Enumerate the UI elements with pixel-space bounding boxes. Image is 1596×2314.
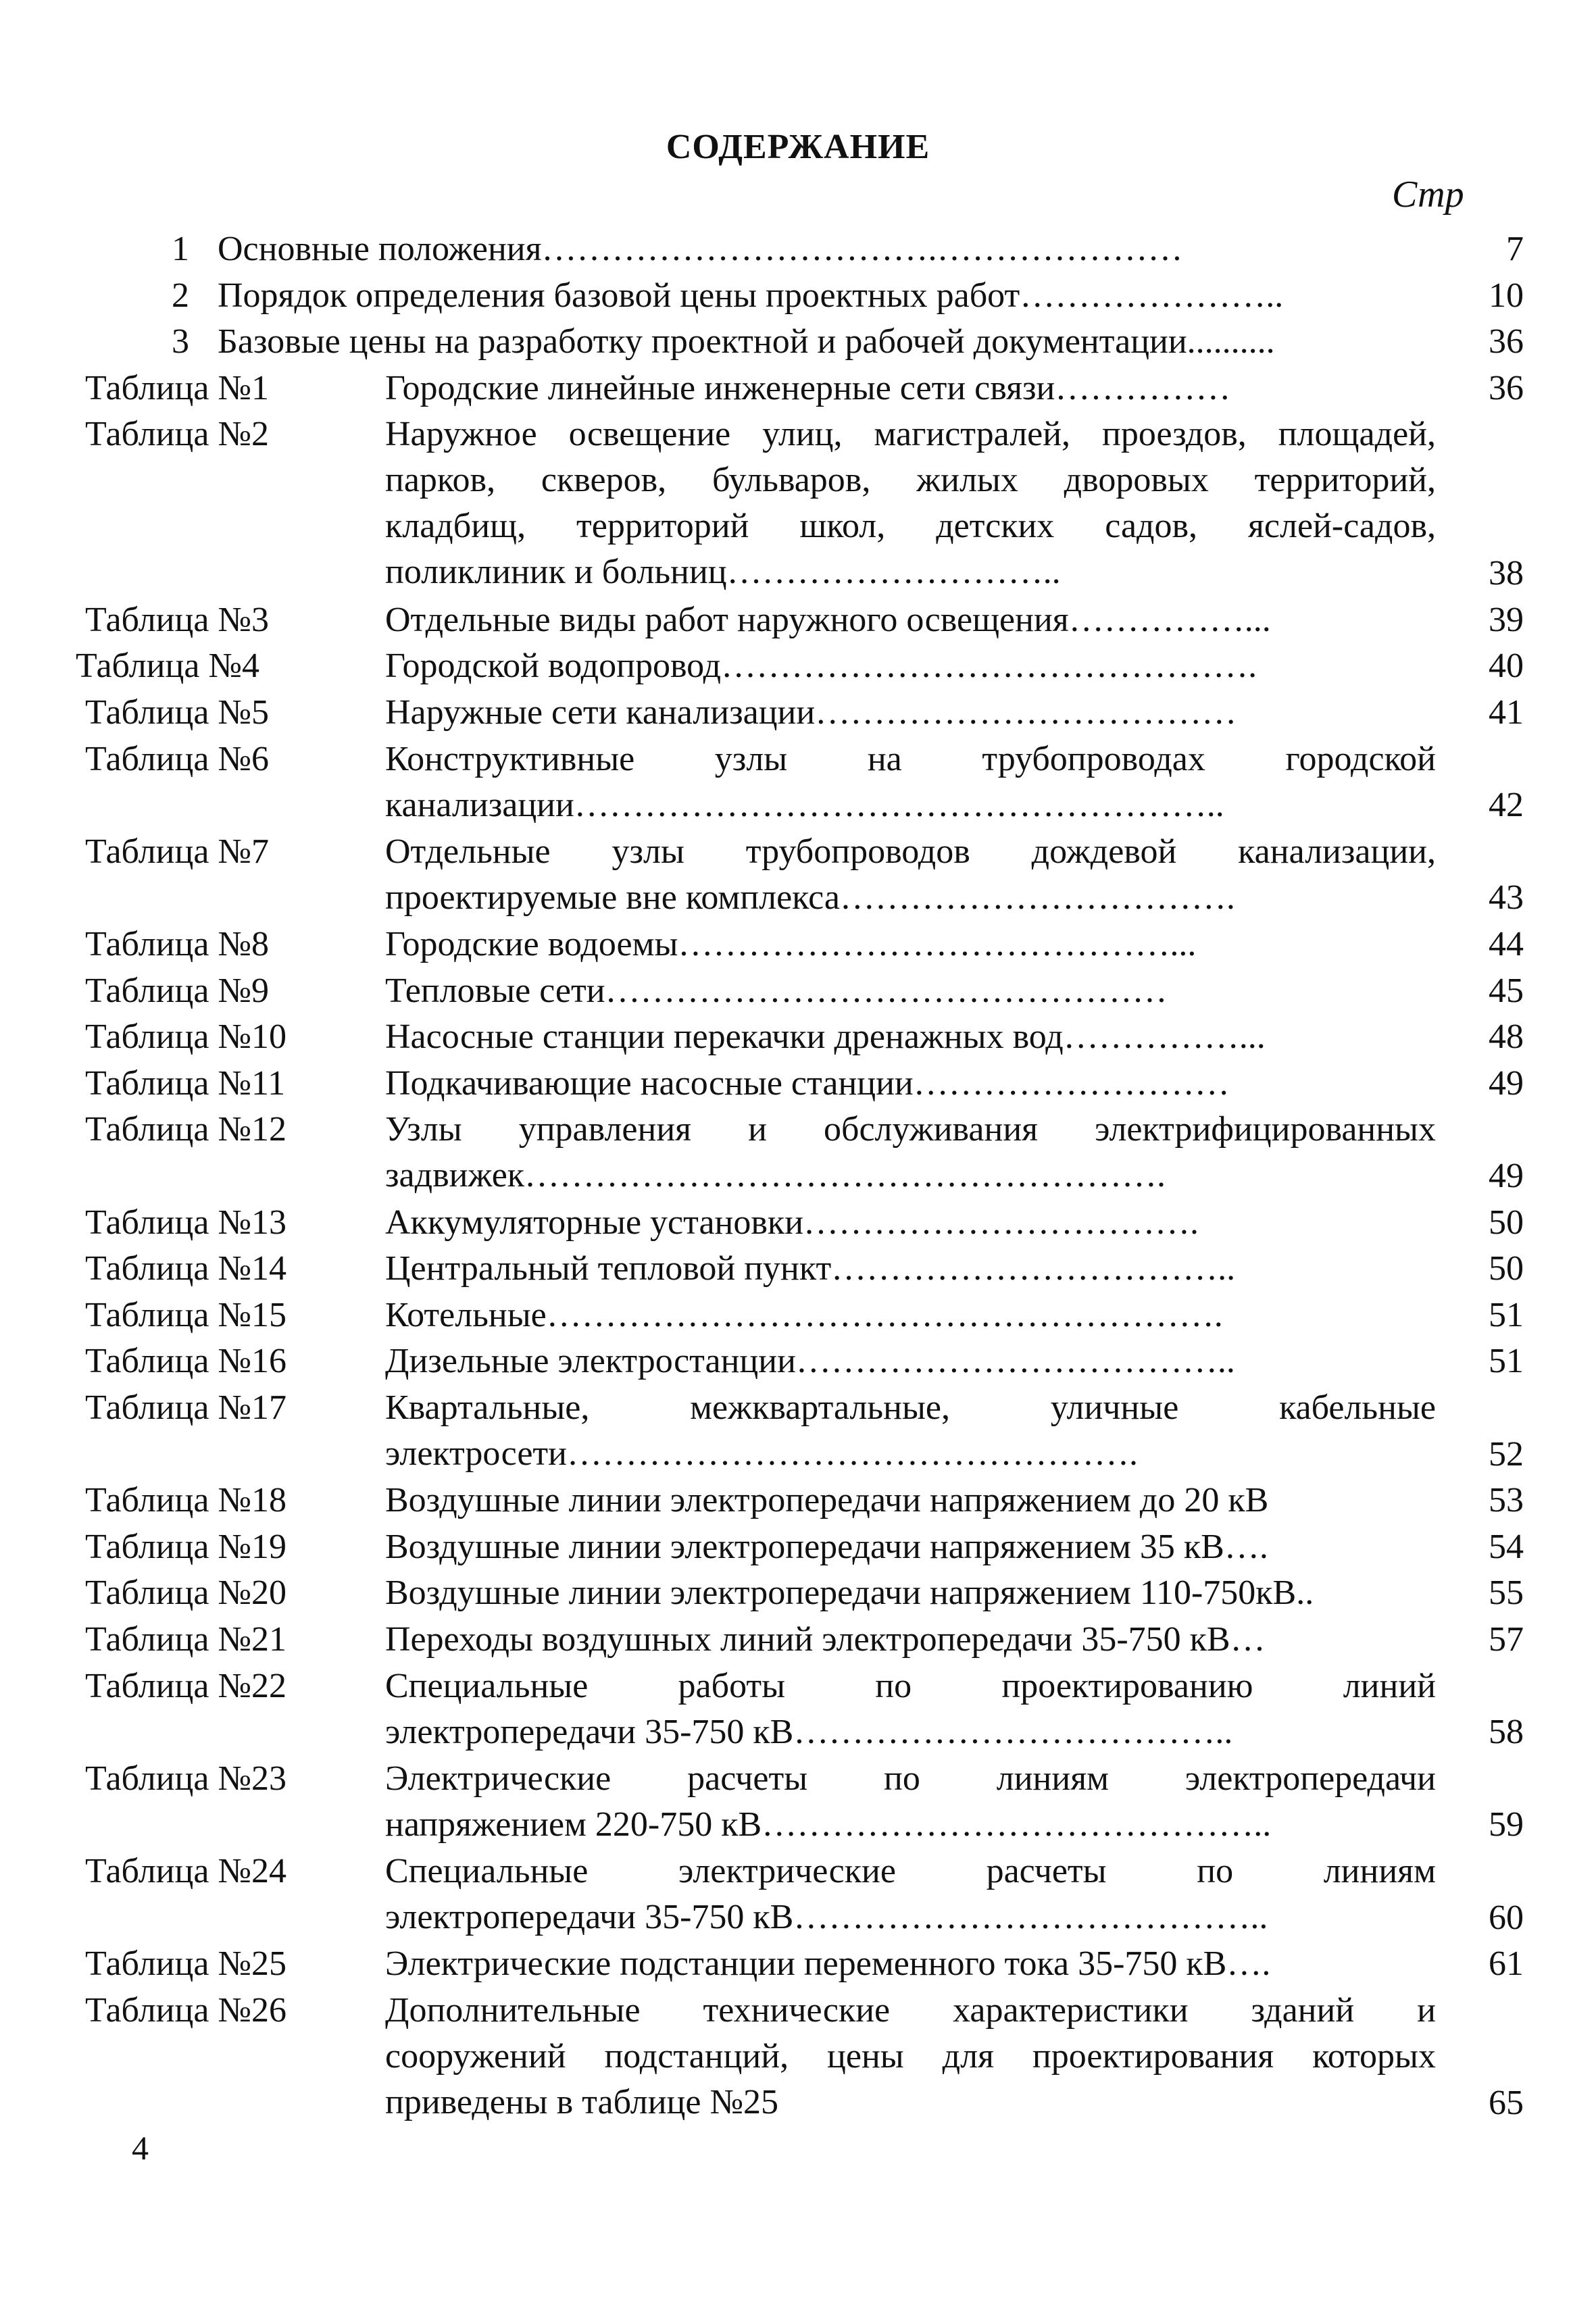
section-title: Порядок определения базовой цены проектных работ………………….. — [218, 276, 1284, 315]
table-label: Таблица №15 — [85, 1295, 287, 1334]
table-label: Таблица №22 — [85, 1666, 287, 1705]
page-ref: 48 — [1489, 1017, 1524, 1057]
page-ref: 59 — [1489, 1805, 1524, 1844]
section-title: Основные положения…………………………….………………… — [218, 230, 1183, 268]
table-label: Таблица №19 — [85, 1527, 287, 1566]
table-title-line: проектируемые вне комплекса……………………………. — [385, 878, 1235, 917]
page-ref: 41 — [1489, 693, 1524, 732]
page-ref: 61 — [1489, 1944, 1524, 1984]
page-ref: 36 — [1489, 322, 1524, 361]
section-number: 3 — [172, 322, 189, 361]
page-ref: 57 — [1489, 1620, 1524, 1659]
table-title-line: Городские линейные инженерные сети связи…………… — [385, 368, 1231, 407]
toc-table-row[interactable] — [0, 922, 1596, 968]
table-title-line: Тепловые сети………………………………………… — [385, 971, 1168, 1010]
toc-table-row[interactable] — [0, 1107, 1596, 1199]
table-title-line: Воздушные линии электропередачи напряжением до 20 кВ — [385, 1481, 1269, 1520]
table-title-line: электросети…………………………………………. — [385, 1434, 1138, 1473]
page-ref: 43 — [1489, 878, 1524, 917]
table-title — [385, 1292, 1436, 1338]
page-ref: 45 — [1489, 971, 1524, 1010]
toc-table-row[interactable] — [0, 1941, 1596, 1988]
table-label: Таблица №14 — [85, 1249, 287, 1288]
table-title-line: Подкачивающие насосные станции……………………… — [385, 1063, 1230, 1103]
page-ref: 52 — [1489, 1434, 1524, 1474]
table-label: Таблица №13 — [85, 1203, 287, 1242]
table-label: Таблица №9 — [85, 971, 270, 1010]
table-label: Таблица №3 — [85, 600, 270, 639]
table-title-line: Конструктивные узлы на трубопроводах городской — [385, 739, 1436, 778]
page-ref: 65 — [1489, 2083, 1524, 2122]
page-number: 4 — [132, 2129, 149, 2167]
toc-table-row[interactable] — [0, 1292, 1596, 1339]
section-number: 2 — [172, 276, 189, 315]
table-title-line: канализации……………………………………………….. — [385, 785, 1224, 824]
table-title — [385, 597, 1436, 643]
table-label: Таблица №2 — [85, 415, 270, 454]
table-title — [385, 1663, 1436, 1755]
toc-table-row[interactable] — [0, 366, 1596, 412]
page-ref: 50 — [1489, 1249, 1524, 1288]
toc-table-row[interactable] — [0, 1014, 1596, 1061]
table-title-line: Электрические подстанции переменного тока 35-750 кВ…. — [385, 1944, 1271, 1984]
table-title — [385, 829, 1436, 921]
page-ref: 10 — [1489, 276, 1524, 315]
table-title-line: парков, скверов, бульваров, жилых дворовых территорий, — [385, 461, 1436, 500]
table-title — [385, 1061, 1436, 1107]
table-label: Таблица №4 — [76, 647, 260, 686]
table-title-line: Городские водоемы……………………………………... — [385, 925, 1197, 963]
page-column-header: Стр — [1392, 174, 1464, 216]
table-title — [385, 366, 1436, 411]
table-title — [385, 1246, 1436, 1292]
table-title-line: Городской водопровод………………………………………. — [385, 647, 1257, 686]
toc-table-row[interactable] — [0, 1988, 1596, 2127]
table-title-line: Воздушные линии электропередачи напряжением 35 кВ…. — [385, 1527, 1268, 1566]
toc-table-row[interactable] — [0, 597, 1596, 644]
page-ref: 50 — [1489, 1203, 1524, 1242]
page-ref: 60 — [1489, 1898, 1524, 1937]
table-title-line: Дизельные электростанции……………………………….. — [385, 1342, 1235, 1381]
toc-table-row[interactable] — [0, 736, 1596, 829]
table-title — [385, 736, 1436, 828]
table-label: Таблица №23 — [85, 1759, 287, 1798]
table-title — [385, 1338, 1436, 1384]
toc-table-row[interactable] — [0, 411, 1596, 597]
table-title — [385, 411, 1436, 595]
table-title-line: Отдельные виды работ наружного освещения……………... — [385, 600, 1271, 639]
table-label: Таблица №24 — [85, 1852, 287, 1890]
table-label: Таблица №18 — [85, 1481, 287, 1520]
page-ref: 53 — [1489, 1481, 1524, 1520]
table-title-line: Дополнительные технические характеристики зданий и — [385, 1990, 1436, 2030]
page-ref: 51 — [1489, 1342, 1524, 1381]
table-title-line: Специальные работы по проектированию линий — [385, 1666, 1436, 1705]
table-title-line: Переходы воздушных линий электропередачи 35-750 кВ… — [385, 1620, 1266, 1659]
table-title-line: Котельные…………………………………………………. — [385, 1295, 1223, 1334]
page-ref: 55 — [1489, 1574, 1524, 1613]
table-title-line: Воздушные линии электропередачи напряжением 110-750кВ.. — [385, 1574, 1314, 1613]
table-title — [385, 1617, 1436, 1663]
table-title-line: Наружные сети канализации……………………………… — [385, 693, 1237, 732]
table-title-line: Наружное освещение улиц, магистралей, проездов, площадей, — [385, 415, 1436, 454]
table-title-line: приведены в таблице №25 — [385, 2082, 779, 2121]
table-title-line: Узлы управления и обслуживания электрифицированных — [385, 1110, 1436, 1149]
table-label: Таблица №12 — [85, 1110, 287, 1149]
table-title — [385, 968, 1436, 1014]
table-title-line: сооружений подстанций, цены для проектирования которых — [385, 2036, 1436, 2076]
toc-table-row[interactable] — [0, 1848, 1596, 1941]
table-label: Таблица №8 — [85, 925, 270, 963]
toc-table-row[interactable] — [0, 690, 1596, 736]
table-label: Таблица №6 — [85, 739, 270, 778]
table-title-line: электропередачи 35-750 кВ……………………………….. — [385, 1712, 1233, 1751]
table-title — [385, 1385, 1436, 1477]
table-title — [385, 1014, 1436, 1060]
table-title-line: Квартальные, межквартальные, уличные кабельные — [385, 1388, 1436, 1427]
toc-table-row[interactable] — [0, 1524, 1596, 1571]
page-ref: 44 — [1489, 925, 1524, 963]
toc-table-row[interactable] — [0, 1756, 1596, 1848]
table-title — [385, 1107, 1436, 1199]
toc-table-row[interactable] — [0, 1663, 1596, 1756]
table-label: Таблица №10 — [85, 1017, 287, 1057]
table-label: Таблица №1 — [85, 368, 270, 407]
toc-table-row[interactable] — [0, 1570, 1596, 1617]
table-title-line: Насосные станции перекачки дренажных вод……………... — [385, 1017, 1266, 1057]
table-title-line: Электрические расчеты по линиям электропередачи — [385, 1759, 1436, 1798]
section-number: 1 — [172, 230, 189, 268]
toc-table-row[interactable] — [0, 1478, 1596, 1524]
table-label: Таблица №25 — [85, 1944, 287, 1984]
table-title-line: Аккумуляторные установки……………………………. — [385, 1203, 1199, 1242]
page-ref: 49 — [1489, 1063, 1524, 1103]
toc-table-row[interactable] — [0, 1617, 1596, 1663]
table-label: Таблица №26 — [85, 1990, 287, 2030]
table-label: Таблица №11 — [85, 1063, 286, 1103]
section-title: Базовые цены на разработку проектной и рабочей документации.......... — [218, 322, 1275, 361]
table-title — [385, 1988, 1436, 2126]
table-title — [385, 1941, 1436, 1987]
page-ref: 39 — [1489, 600, 1524, 639]
page-ref: 51 — [1489, 1295, 1524, 1334]
table-label: Таблица №16 — [85, 1342, 287, 1381]
page-title: СОДЕРЖАНИЕ — [666, 128, 930, 166]
table-title — [385, 1848, 1436, 1940]
table-title — [385, 1756, 1436, 1848]
page-ref: 49 — [1489, 1156, 1524, 1195]
page-ref: 58 — [1489, 1713, 1524, 1752]
toc-table-row[interactable] — [0, 1246, 1596, 1292]
page-ref: 42 — [1489, 786, 1524, 825]
toc-table-row[interactable] — [0, 643, 1596, 690]
toc-table-row[interactable] — [0, 1061, 1596, 1107]
toc-table-row[interactable] — [0, 968, 1596, 1015]
toc-table-row[interactable] — [0, 829, 1596, 922]
toc-table-row[interactable] — [0, 1200, 1596, 1247]
page-ref: 54 — [1489, 1527, 1524, 1566]
table-title — [385, 1478, 1436, 1524]
table-title-line: кладбищ, территорий школ, детских садов, яслей-садов, — [385, 507, 1436, 546]
table-title-line: электропередачи 35-750 кВ………………………………….. — [385, 1898, 1268, 1936]
table-title — [385, 643, 1436, 689]
table-label: Таблица №21 — [85, 1620, 287, 1659]
table-title-line: напряжением 220-750 кВ…………………………………….. — [385, 1805, 1272, 1844]
page-ref: 40 — [1489, 647, 1524, 686]
table-title — [385, 1200, 1436, 1246]
table-title — [385, 690, 1436, 736]
table-title-line: Отдельные узлы трубопроводов дождевой канализации, — [385, 832, 1436, 871]
table-title-line: Специальные электрические расчеты по линиям — [385, 1852, 1436, 1890]
table-title — [385, 922, 1436, 967]
table-label: Таблица №20 — [85, 1574, 287, 1613]
page-ref: 38 — [1489, 554, 1524, 593]
table-label: Таблица №7 — [85, 832, 270, 871]
toc-table-row[interactable] — [0, 1338, 1596, 1385]
page-ref: 7 — [1506, 230, 1524, 268]
table-title — [385, 1524, 1436, 1570]
table-label: Таблица №17 — [85, 1388, 287, 1427]
page-ref: 36 — [1489, 368, 1524, 407]
table-title-line: поликлиник и больниц……………………….. — [385, 553, 1061, 592]
table-title-line: Центральный тепловой пункт…………………………….. — [385, 1249, 1236, 1288]
table-label: Таблица №5 — [85, 693, 270, 732]
table-title — [385, 1570, 1436, 1616]
toc-table-row[interactable] — [0, 1385, 1596, 1478]
table-title-line: задвижек………………………………………………. — [385, 1156, 1166, 1195]
